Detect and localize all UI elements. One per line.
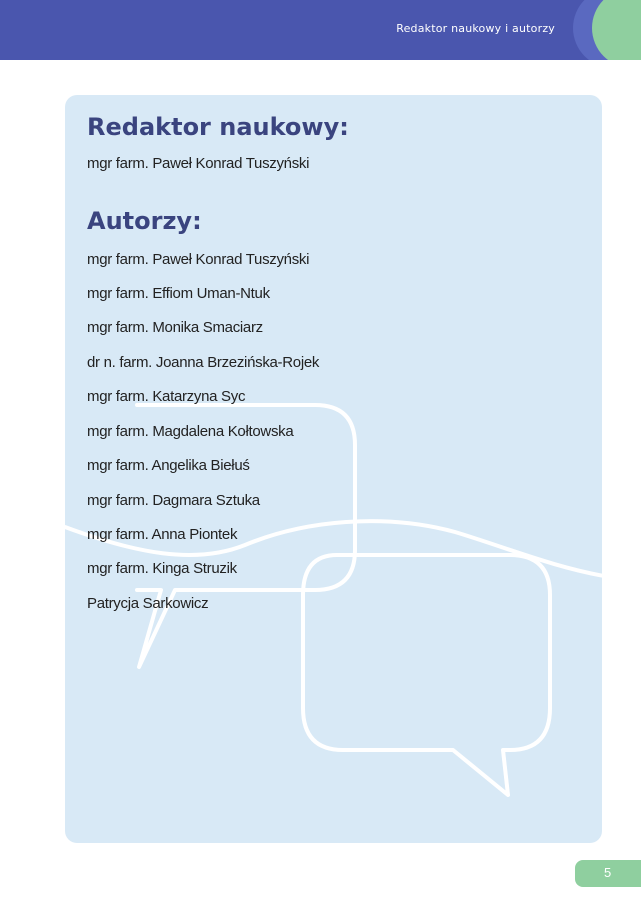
author-item: mgr farm. Magdalena Kołtowska: [87, 423, 294, 440]
author-item: mgr farm. Paweł Konrad Tuszyński: [87, 251, 310, 268]
author-item: mgr farm. Effiom Uman-Ntuk: [87, 285, 270, 302]
editor-heading: Redaktor naukowy:: [87, 113, 349, 141]
author-item: mgr farm. Katarzyna Syc: [87, 388, 246, 405]
author-item: Patrycja Sarkowicz: [87, 595, 209, 612]
author-item: mgr farm. Kinga Struzik: [87, 560, 237, 577]
header-title: Redaktor naukowy i autorzy: [396, 22, 555, 35]
author-item: mgr farm. Dagmara Sztuka: [87, 492, 260, 509]
author-item: mgr farm. Monika Smaciarz: [87, 319, 263, 336]
author-item: mgr farm. Anna Piontek: [87, 526, 238, 543]
authors-heading: Autorzy:: [87, 207, 202, 235]
editor-name: mgr farm. Paweł Konrad Tuszyński: [87, 155, 310, 172]
author-item: mgr farm. Angelika Biełuś: [87, 457, 250, 474]
author-item: dr n. farm. Joanna Brzezińska-Rojek: [87, 354, 320, 371]
content-panel: [65, 95, 602, 843]
page-number: 5: [604, 865, 612, 880]
page-header: [0, 0, 641, 60]
header-decoration-circle-green: [592, 0, 641, 60]
